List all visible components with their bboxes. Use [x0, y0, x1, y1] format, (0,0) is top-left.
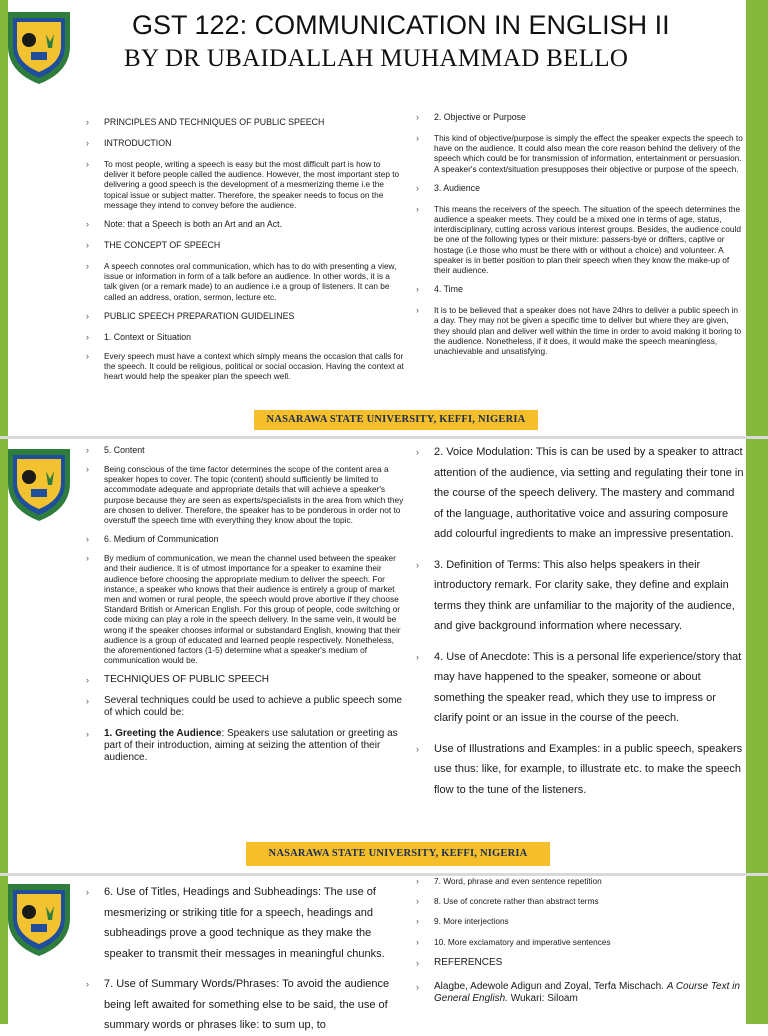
technique-label: 6. Use of Titles, Headings and Subheadings	[104, 886, 319, 898]
arrow-icon: ›	[416, 559, 419, 570]
list-item	[86, 117, 404, 128]
slide-2-left-column	[86, 445, 404, 764]
paragraph: : Speakers use salutation or greeting as part of their introduction, aiming at seizing the attention of their audience.	[104, 728, 398, 764]
list-item	[416, 739, 746, 801]
slide-3	[0, 876, 768, 1031]
technique-label: 2. Voice Modulation	[434, 446, 531, 458]
paragraph: : To avoid the audience being left awaited for something else to be said, the use of summary words or phrases like: to sum up, to	[104, 978, 390, 1031]
list-item	[86, 728, 404, 764]
paragraph: : This is a personal life experience/story that may have happened to the speaker, someone or about something the speaker read, which they use to impress or clarify point or an issue in the course of the peech.	[434, 650, 742, 724]
list-item	[86, 534, 404, 545]
arrow-icon: ›	[416, 182, 419, 193]
university-crest-icon	[4, 6, 74, 86]
arrow-icon: ›	[86, 331, 89, 342]
list-text: 8. Use of concrete rather than abstract terms	[434, 896, 599, 907]
list-item	[86, 332, 404, 343]
section-heading: REFERENCES	[434, 956, 503, 968]
reference-title: A Course Text in General English.	[434, 980, 740, 1004]
paragraph: Every speech must have a context which simply means the occasion that calls for the speech. It could be religious, political or social occasion. Having the context at heart would help the speaker plan the speech well.	[104, 350, 404, 382]
paragraph: This also helps speakers in their introductory remark. For clarity sake, they define and explain terms they think are unfamiliar to the majority of the audience, and give background information where necessary.	[434, 558, 735, 632]
reference-place: Wukari: Siloam	[507, 992, 578, 1004]
arrow-icon: ›	[86, 979, 89, 989]
list-item	[86, 445, 404, 456]
arrow-icon: ›	[416, 916, 419, 927]
arrow-icon: ›	[86, 696, 89, 707]
note-text: : that a	[122, 219, 152, 230]
paragraph: : in a public speech, speakers use thus: like, for example, to illustrate etc. to make the speech flow to the tune of the listeners.	[434, 742, 743, 796]
arrow-icon: ›	[86, 350, 89, 361]
technique-label: 4. Use of Anecdote	[434, 650, 527, 663]
note-label: Note	[104, 219, 123, 230]
paragraph: This means the receivers of the speech. The situation of the speech determines the audience a speaker meets. They could be a mixed one in terms of age, status, interdisciplinary, cutting across various interest groups. Besides, the audience could be one of the following types or their mixture: passers-bye or drifters, captive or hostage (i.e those who must be there with or without a choice) and volunteer. A speaker is in better position to plan their speech when they know the make-up of their audience.	[434, 203, 741, 276]
arrow-icon: ›	[86, 219, 89, 230]
right-green-bar	[746, 439, 768, 873]
section-heading: 4. Time	[434, 284, 463, 295]
slide-1-right-column	[416, 112, 744, 356]
list-item	[416, 555, 746, 637]
list-item	[416, 204, 744, 275]
arrow-icon: ›	[416, 284, 419, 295]
arrow-icon: ›	[416, 981, 419, 992]
arrow-icon: ›	[86, 887, 89, 897]
arrow-icon: ›	[416, 876, 419, 886]
list-item	[416, 957, 746, 969]
item-number: 2.	[434, 112, 442, 122]
technique-label: 7. Use of Summary Words/Phrases	[104, 978, 277, 990]
list-item	[86, 219, 404, 230]
slide-3-right-column	[416, 876, 746, 1005]
list-item	[416, 284, 744, 295]
arrow-icon: ›	[416, 651, 419, 662]
list-item	[86, 882, 404, 964]
list-item	[416, 133, 744, 174]
reference-authors: Alagbe, Adewole Adigun and Zoyal, Terfa Mischach.	[434, 980, 667, 992]
arrow-icon: ›	[416, 936, 419, 947]
arrow-icon: ›	[416, 203, 419, 214]
section-heading: Objective or Purpose	[443, 112, 526, 122]
list-item	[86, 138, 404, 149]
list-item	[416, 981, 746, 1005]
slide-1	[0, 0, 768, 436]
slide-1-left-column	[86, 117, 404, 381]
arrow-icon: ›	[86, 729, 89, 740]
paragraph: Several techniques could be used to achieve a public speech some of which could be:	[104, 695, 402, 719]
list-item	[86, 351, 404, 382]
university-banner: NASARAWA STATE UNIVERSITY, KEFFI, NIGERIA	[246, 842, 550, 866]
arrow-icon: ›	[416, 743, 419, 754]
list-text: 10. More exclamatory and imperative sentences	[434, 936, 611, 947]
arrow-icon: ›	[86, 553, 89, 564]
paragraph: : This is can be used by a speaker to attract attention of the audience, via setting and regulating their tone in the course of the speech delivery. The mastery and command of the language, authoritative voice and assuring composure add colourful ingredients to make an impressive presentation.	[434, 446, 744, 540]
paragraph: By medium of communication, we mean the channel used between the speaker and their audience. It is of utmost importance for a speaker to examine their audience before choosing the appropriate medium to deliver the speech. For instance, a speaker who knows that their audience is entirely a group of market men and women or rural people, the speech would prove abortive if they choose Standard British or American English. For this group of people, code switching or code mixing can play a role in the speech delivery. In the same vein, it would be wrong if the speaker chooses informal or substandard English, knowing that their audience is a group of educated and learned people respectively. Nonetheless, the aforementioned factors (1-5) determine what a speaker's medium of communication would be.	[104, 553, 401, 666]
course-title: GST 122: COMMUNICATION IN ENGLISH II	[132, 10, 670, 40]
list-item	[416, 442, 746, 545]
list-item	[86, 159, 404, 210]
arrow-icon: ›	[86, 240, 89, 251]
section-heading: 3. Audience	[434, 182, 480, 193]
arrow-icon: ›	[86, 310, 89, 321]
list-text: 9. More interjections	[434, 916, 509, 927]
section-heading: PUBLIC SPEECH PREPARATION GUIDELINES	[104, 310, 295, 321]
section-heading: THE CONCEPT OF SPEECH	[104, 240, 221, 251]
arrow-icon: ›	[86, 138, 89, 148]
list-item	[416, 896, 746, 906]
technique-label: 1. Greeting the Audience	[104, 728, 222, 740]
university-crest-icon	[4, 443, 74, 523]
arrow-icon: ›	[416, 447, 419, 457]
list-item	[416, 112, 744, 123]
list-item	[416, 647, 746, 729]
arrow-icon: ›	[416, 112, 419, 122]
arrow-icon: ›	[86, 675, 89, 686]
author-line: BY DR UBAIDALLAH MUHAMMAD BELLO	[124, 45, 629, 72]
slide-2	[0, 439, 768, 873]
section-heading: 6. Medium of Communication	[104, 534, 219, 545]
arrow-icon: ›	[86, 445, 89, 455]
section-heading: INTRODUCTION	[104, 138, 172, 148]
slide-2-right-column	[416, 442, 746, 800]
arrow-icon: ›	[86, 159, 89, 169]
arrow-icon: ›	[416, 305, 419, 316]
slide-3-left-column	[86, 882, 404, 1036]
arrow-icon: ›	[86, 464, 89, 474]
right-green-bar	[746, 0, 768, 436]
list-item	[86, 974, 404, 1036]
list-item	[86, 311, 404, 322]
list-text: 7. Word, phrase and even sentence repetition	[434, 876, 602, 886]
note-emphasis: Speech is both an Art and an Act.	[151, 219, 283, 230]
list-item	[416, 876, 746, 886]
list-item	[416, 305, 744, 356]
arrow-icon: ›	[416, 896, 419, 907]
arrow-icon: ›	[416, 957, 419, 968]
section-heading: PRINCIPLES AND TECHNIQUES OF PUBLIC SPEECH	[104, 117, 325, 127]
right-green-bar	[746, 876, 768, 1024]
list-item	[86, 553, 404, 665]
technique-label: 3. Definition of Terms:	[434, 558, 541, 571]
paragraph: To most people, writing a speech is easy but the most difficult part is how to deliver it before people called the audience. However, the most important step to delivering a good speech is the development of a mesmerizing theme i.e the topical issue or subject matter. Therefore, the speaker needs to focus on the message they intend to convey before the audience.	[104, 159, 400, 210]
list-item	[416, 937, 746, 947]
paragraph: A speech connotes oral communication, which has to do with presenting a view, issue or information in form of a talk before an audience. In other words, it is a talk given (or a remark made) to an audience i.e a group of listeners. It can be called an address, oration, sermon, lecture etc.	[104, 261, 397, 302]
paragraph: Being conscious of the time factor determines the scope of the content area a speaker hopes to cover. The topic (content) should sufficiently be limited to accommodate adequate and appropriate details that will achieve a speaker's purpose because they are seen as experts/specialists in the area from which they are chosen to deliver. Therefore, the speaker has to be ponderous in order not to overstuff the speech time with everything they know about the topic.	[104, 464, 404, 526]
university-banner: NASARAWA STATE UNIVERSITY, KEFFI, NIGERIA	[254, 410, 538, 430]
paragraph: : The use of mesmerizing or striking title for a speech, headings and subheadings prove a good technique as they make the speaker to transmit their messages in meaningful chunks.	[104, 886, 385, 960]
list-item	[416, 183, 744, 194]
paragraph: This kind of objective/purpose is simply the effect the speaker expects the speech to have on the audience. It could also mean the core reason behind the delivery of the speech which could be for transmission of information, entertainment or persuasion. A speaker's context/situation presupposes their objective or purpose of the speech.	[434, 133, 743, 174]
technique-label: Use of Illustrations and Examples	[434, 742, 598, 755]
arrow-icon: ›	[86, 117, 89, 127]
section-heading: 5. Content	[104, 445, 145, 455]
list-item	[86, 240, 404, 251]
arrow-icon: ›	[416, 133, 419, 143]
university-crest-icon	[4, 878, 74, 958]
paragraph: It is to be believed that a speaker does not have 24hrs to deliver a public speech in a day. They may not be given a specific time to deliver but where they are given, they should plan and deliver well within the time in order to avoid making it boring to the audience. Nonetheless, if it does, it would make the speech meaningless, unachievable and unsatisfying.	[434, 305, 742, 357]
section-heading: TECHNIQUES OF PUBLIC SPEECH	[104, 674, 270, 686]
list-item	[86, 674, 404, 686]
arrow-icon: ›	[86, 534, 89, 545]
list-item	[86, 695, 404, 719]
arrow-icon: ›	[86, 261, 89, 272]
list-item	[416, 916, 746, 926]
list-item	[86, 261, 404, 302]
section-heading: 1. Context or Situation	[104, 331, 192, 342]
list-item	[86, 464, 404, 525]
